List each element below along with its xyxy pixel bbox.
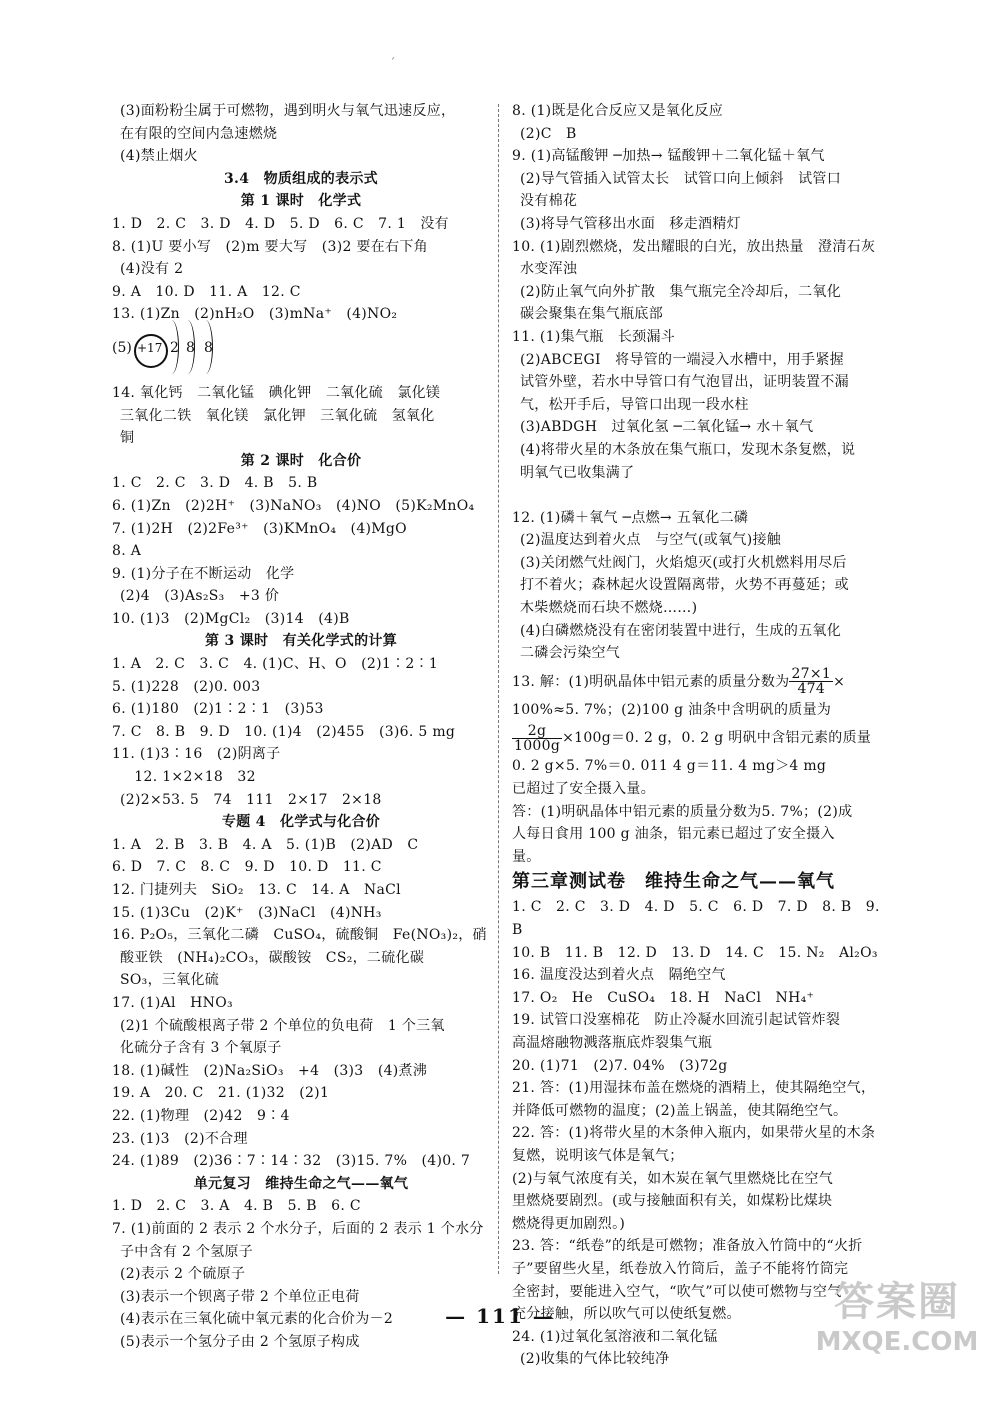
fraction-denominator: 1000g [514,737,561,754]
answer-line: 23. (1)3 (2)不合理 [112,1130,248,1147]
answer-line: 气，松开手后，导管口出现一段水柱 [520,396,749,413]
answer-line: SO₃，三氧化硫 [120,972,220,989]
answer-line: 9. (1)高锰酸钾 ─加热→ 锰酸钾＋二氧化锰＋氧气 [512,148,825,165]
electron-shell-arc [198,320,213,374]
fraction-prefix: 13. 解：(1)明矾晶体中铝元素的质量分数为 [512,673,790,690]
column-divider [498,104,499,1274]
answer-line: 化硫分子含有 3 个氧原子 [120,1040,282,1057]
diagram-label: (5) [112,339,132,356]
answer-line: 6. D 7. C 8. C 9. D 10. D 11. C [112,859,382,876]
answer-line: (2)与氧气浓度有关，如木炭在氧气里燃烧比在空气 [512,1170,834,1187]
answer-line: (2)2×53. 5 74 111 2×17 2×18 [120,791,382,808]
fraction [512,724,562,753]
section-heading: 第 3 课时 有关化学式的计算 [205,633,397,650]
answer-line: 19. A 20. C 21. (1)32 (2)1 [112,1085,330,1102]
answer-line: (2)温度达到着火点 与空气(或氧气)接触 [520,532,782,549]
answer-line: 23. 答：“纸卷”的纸是可燃物；准备放入竹筒中的“火折 [512,1238,863,1255]
answer-line: 12. 门捷列夫 SiO₂ 13. C 14. A NaCl [112,882,401,898]
answer-line: 16. P₂O₅，三氧化二磷 CuSO₄，硫酸铜 Fe(NO₃)₂，硝 [112,927,487,944]
answer-line: 8. A [112,543,142,560]
watermark-url: MXQE.COM [815,1327,979,1357]
left-column [112,100,490,1353]
answer-line: 1. D 2. C 3. D 4. D 5. D 6. C 7. 1 没有 [112,215,449,232]
answer-line: 1. A 2. B 3. B 4. A 5. (1)B (2)AD C [112,836,419,853]
answer-line: 9. (1)分子在不断运动 化学 [112,565,295,582]
answer-line: (2)1 个硫酸根离子带 2 个单位的负电荷 1 个三氧 [120,1017,445,1034]
fraction-numerator: 27×1 [791,666,832,683]
answer-line: 已超过了安全摄入量。 [512,781,655,798]
answer-line: 17. (1)Al HNO₃ [112,994,233,1011]
answer-line: 20. (1)71 (2)7. 04% (3)72g [512,1057,728,1074]
answer-line: 碳会聚集在集气瓶底部 [520,306,663,323]
answer-line: (3)ABDGH 过氧化氢 ─二氧化锰→ 水＋氧气 [520,419,814,436]
answer-line: 21. 答：(1)用湿抹布盖在燃烧的酒精上，使其隔绝空气， [512,1080,876,1097]
section-heading: 第 2 课时 化合价 [240,452,362,469]
answer-line: (4)没有 2 [120,261,184,278]
answer-line: 1. A 2. C 3. C 4. (1)C、H、O (2)1∶2∶1 [112,656,439,673]
electron-shell-arc [180,320,195,374]
fraction-line [512,665,888,699]
answer-line: 7. C 8. B 9. D 10. (1)4 (2)455 (3)6. 5 mg [112,723,456,740]
answer-line: (2)导气管插入试管太长 试管口向上倾斜 试管口 [520,170,842,187]
section-heading: 3.4 物质组成的表示式 [224,170,378,187]
section-heading: 专题 4 化学式与化合价 [221,814,381,831]
watermark-logo-text: 答案圈 [834,1279,960,1325]
answer-line: 酸亚铁 (NH₄)₂CO₃，碳酸铵 CS₂，二硫化碳 [120,949,425,966]
answer-line: 19. 试管口没塞棉花 防止冷凝水回流引起试管炸裂 [512,1012,841,1029]
electron-shell-arc [164,320,179,374]
answer-line: (3)面粉粉尘属于可燃物，遇到明火与氧气迅速反应， [120,103,456,119]
answer-line: 量。 [512,848,541,865]
answer-line: (2)4 (3)As₂S₃ +3 价 [120,588,280,605]
answer-line: 12. (1)磷＋氧气 ─点燃→ 五氧化二磷 [512,509,749,526]
answer-line: 在有限的空间内急速燃烧 [120,125,278,142]
answer-line: (2)ABCEGI 将导管的一端浸入水槽中，用手紧握 [520,351,844,368]
answer-line: (5)表示一个氢分子由 2 个氢原子构成 [120,1333,360,1350]
answer-line: 11. (1)集气瓶 长颈漏斗 [512,328,676,345]
answer-line: 木柴燃烧而石块不燃烧……) [520,600,698,617]
answer-line: 高温熔融物溅落瓶底炸裂集气瓶 [512,1034,713,1051]
fraction-line [512,721,888,755]
answer-line [512,484,888,507]
answer-line: 8. (1)U 要小写 (2)m 要大写 (3)2 要在右下角 [112,238,428,255]
section-heading: 单元复习 维持生命之气——氧气 [193,1175,409,1192]
fraction-suffix: ×100g＝0. 2 g，0. 2 g 明矾中含铝元素的质量 [562,730,872,747]
answer-line: (4)将带火星的木条放在集气瓶口，发现木条复燃，说 [520,441,856,458]
fraction-suffix: × [833,673,846,690]
answer-line: 6. (1)Zn (2)2H⁺ (3)NaNO₃ (4)NO (5)K₂MnO₄ [112,497,475,514]
chapter-heading: 第三章测试卷 维持生命之气——氧气 [512,871,835,893]
answer-line: 燃烧得更加剧烈。) [512,1215,626,1232]
answer-line: (4)表示在三氧化硫中氧元素的化合价为－2 [120,1311,394,1328]
answer-line: 17. O₂ He CuSO₄ 18. H NaCl NH₄⁺ [512,989,815,1006]
answer-line: 5. (1)228 (2)0. 003 [112,678,261,695]
atom-structure-diagram [112,326,490,382]
answer-line: 24. (1)89 (2)36∶7∶14∶32 (3)15. 7% (4)0. 7 [112,1153,471,1170]
answer-line: 1. C 2. C 3. D 4. B 5. B [112,475,318,492]
answer-line: (2)防止氧气向外扩散 集气瓶完全冷却后，二氧化 [520,283,842,300]
answer-line: 9. A 10. D 11. A 12. C [112,283,301,300]
answer-line: 11. (1)3∶16 (2)阴离子 [112,746,281,763]
electron-shell-count: 8 [186,339,195,356]
answer-line: 打不着火；森林起火设置隔离带，火势不再蔓延；或 [520,577,849,594]
answer-line: 24. (1)过氧化氢溶液和二氧化锰 [512,1328,718,1345]
answer-line: 22. (1)物理 (2)42 9∶4 [112,1107,290,1124]
answer-line: 全密封，要能进入空气，“吹气”可以使可燃物与空气 [512,1283,842,1300]
answer-line: 1. C 2. C 3. D 4. D 5. C 6. D 7. D 8. B 9. B [512,899,885,938]
fraction-denominator: 474 [797,681,826,698]
answer-line: 7. (1)前面的 2 表示 2 个水分子，后面的 2 表示 1 个水分 [112,1220,484,1237]
answer-line: (3)关闭燃气灶阀门，火焰熄灭(或打火机燃料用尽后 [520,554,847,571]
answer-line: 试管外壁，若水中导管口有气泡冒出，证明装置不漏 [520,374,849,391]
answer-line: 8. (1)既是化合反应又是氧化反应 [512,103,724,119]
answer-line: 13. (1)Zn (2)nH₂O (3)mNa⁺ (4)NO₂ [112,306,398,323]
fraction [789,667,833,696]
electron-shell-count: 2 [170,339,179,356]
answer-line: 答：(1)明矾晶体中铝元素的质量分数为5. 7%；(2)成 [512,803,853,820]
answer-line: 15. (1)3Cu (2)K⁺ (3)NaCl (4)NH₃ [112,904,382,921]
answer-line: 7. (1)2H (2)2Fe³⁺ (3)KMnO₄ (4)MgO [112,520,407,537]
answer-line: 子”要留些火星，纸卷放入竹筒后，盖子不能将竹筒完 [512,1260,849,1277]
fraction-numerator: 2g [512,724,562,739]
answer-line: 三氧化二铁 氧化镁 氯化钾 三氧化硫 氢氧化 [120,407,435,424]
answer-line: 10. (1)剧烈燃烧，发出耀眼的白光，放出热量 澄清石灰 [512,238,876,255]
answer-line: 明氧气已收集满了 [520,464,635,481]
answer-line: (4)白磷燃烧没有在密闭装置中进行，生成的五氧化 [520,622,842,639]
answer-line: 12. 1×2×18 32 [120,769,256,786]
answer-line: 1. D 2. C 3. A 4. B 5. B 6. C [112,1198,361,1215]
answer-line: 里燃烧要剧烈。(或与接触面积有关，如煤粉比煤块 [512,1193,833,1210]
answer-line: (3)将导气管移出水面 移走酒精灯 [520,215,741,232]
answer-line: 二磷会污染空气 [520,645,621,662]
answer-line: 6. (1)180 (2)1∶2∶1 (3)53 [112,701,324,718]
answer-line: 复燃，说明该气体是氧气； [512,1147,684,1164]
answer-line: 充分接触，所以吹气可以使纸复燃。 [512,1306,741,1323]
answer-line: 10. B 11. B 12. D 13. D 14. C 15. N₂ Al₂O₃ [512,944,878,961]
answer-line: (3)表示一个钡离子带 2 个单位正电荷 [120,1288,360,1305]
answer-line: (2)收集的气体比较纯净 [520,1351,670,1368]
answer-line: (4)禁止烟火 [120,148,198,165]
nucleus-charge: +17 [137,340,163,355]
electron-shell-count: 8 [204,339,213,356]
answer-line: 14. 氧化钙 二氧化锰 碘化钾 二氧化硫 氯化镁 [112,384,441,401]
answer-line: 0. 2 g×5. 7%＝0. 011 4 g＝11. 4 mg＞4 mg [512,758,827,775]
answer-line: 没有棉花 [520,193,578,210]
answer-line: 100%≈5. 7%；(2)100 g 油条中含明矾的质量为 [512,701,832,718]
answer-line: (2)C B [520,125,577,142]
answer-line: 10. (1)3 (2)MgCl₂ (3)14 (4)B [112,610,350,627]
right-column [512,100,888,1371]
answer-line: 16. 温度没达到着火点 隔绝空气 [512,967,726,984]
answer-line: 人每日食用 100 g 油条，铝元素已超过了安全摄入 [512,826,835,843]
scan-mark: ˊ [390,58,395,69]
page-number: — 111 — [445,1304,555,1328]
answer-line: (2)表示 2 个硫原子 [120,1266,246,1283]
answer-line: 18. (1)碱性 (2)Na₂SiO₃ +4 (3)3 (4)煮沸 [112,1062,428,1079]
section-heading: 第 1 课时 化学式 [240,193,362,210]
answer-line: 子中含有 2 个氢原子 [120,1243,254,1260]
watermark-logo [812,1270,982,1390]
answer-line: 并降低可燃物的温度；(2)盖上锅盖，使其隔绝空气。 [512,1102,848,1119]
answer-line: 22. 答：(1)将带火星的木条伸入瓶内，如果带火星的木条 [512,1125,876,1142]
answer-line: 水变浑浊 [520,261,578,278]
answer-line: 铜 [120,430,135,447]
